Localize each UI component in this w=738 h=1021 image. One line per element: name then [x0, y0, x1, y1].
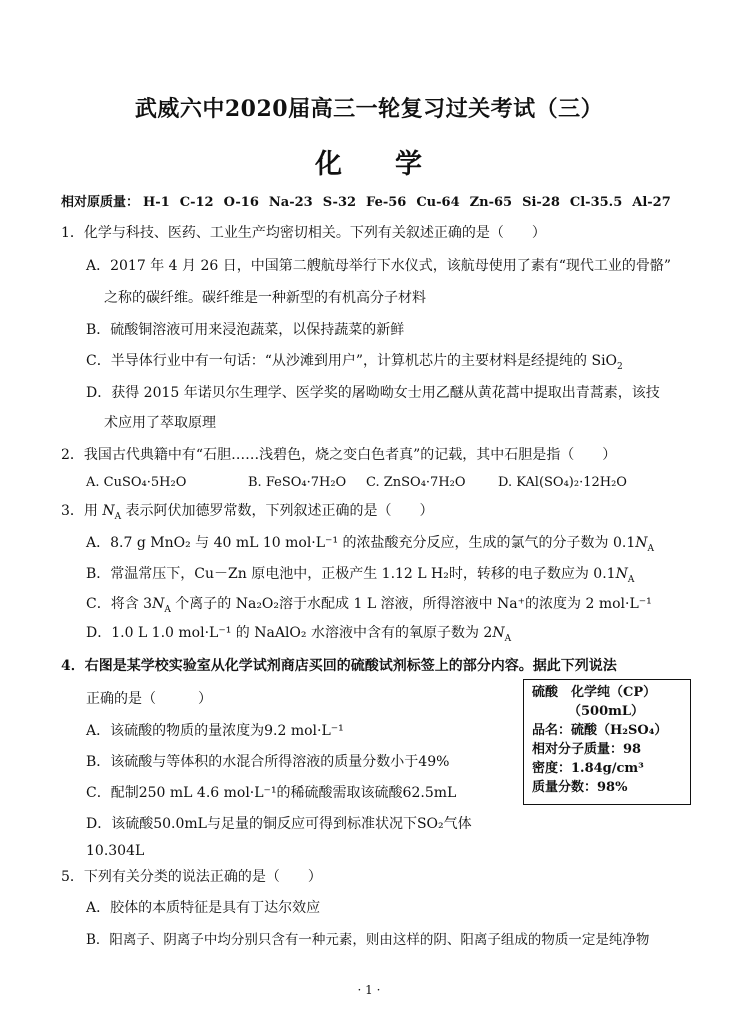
q3-option-a [86, 532, 654, 554]
mass-item: C-12 [179, 195, 214, 210]
relative-atomic-masses [61, 191, 701, 210]
na-symbol: N [615, 566, 628, 582]
q5-stem: 5．下列有关分类的说法正确的是（ ） [61, 869, 322, 885]
q2-option-a: A. CuSO₄·5H₂O [86, 475, 187, 490]
q1-option-c [86, 350, 623, 372]
label-line: 质量分数：98% [532, 780, 628, 795]
exam-title: 武威六中2020届高三一轮复习过关考试（三） [134, 96, 604, 122]
subject-title [0, 142, 738, 181]
q3-stem [61, 500, 434, 522]
na-sub: A [164, 604, 171, 615]
q1-option-a: A．2017 年 4 月 26 日，中国第二艘航母举行下水仪式，该航母使用了素有“现代工业的骨骼” [86, 258, 672, 274]
mass-item: Zn-65 [469, 195, 513, 210]
q3-na-symbol: N [102, 503, 115, 519]
q1-option-c-text: C．半导体行业中有一句话：“从沙滩到用户”，计算机芯片的主要材料是经提纯的 SiO [86, 353, 618, 369]
masses-label: 相对原质量： [61, 195, 140, 210]
mass-item: Si-28 [522, 195, 560, 210]
q5-option-b: B．阳离子、阴离子中均分别只含有一种元素，则由这样的阴、阳离子组成的物质一定是纯净物 [86, 932, 650, 948]
q4-option-d-cont: 10.304L [86, 843, 145, 859]
q3-na-sub: A [114, 511, 122, 522]
q5-option-a: A．胶体的本质特征是具有丁达尔效应 [86, 900, 321, 916]
q4-option-b: B．该硫酸与等体积的水混合所得溶液的质量分数小于49% [86, 754, 450, 770]
q3-stem-pre: 3．用 [61, 503, 103, 519]
q4-option-c: C．配制250 mL 4.6 mol·L⁻¹的稀硫酸需取该硫酸62.5mL [86, 785, 457, 801]
q1-option-d: D．获得 2015 年诺贝尔生理学、医学奖的屠呦呦女士用乙醚从黄花蒿中提取出青蒿素，该技 [86, 385, 660, 401]
q4-option-a: A．该硫酸的物质的量浓度为9.2 mol·L⁻¹ [86, 723, 344, 739]
label-line: 密度：1.84g/cm³ [532, 761, 644, 776]
label-line: 品名：硫酸（H₂SO₄） [532, 723, 668, 738]
q3-option-c-pre: C．将含 3 [86, 596, 153, 612]
sulfuric-acid-label [523, 679, 691, 805]
q4-stem [61, 655, 617, 675]
q3-option-c [86, 593, 652, 615]
mass-item: Cl-35.5 [569, 195, 623, 210]
label-line: （500mL） [568, 704, 645, 719]
mass-item: Cu-64 [416, 195, 460, 210]
q1-option-a-cont: 之称的碳纤维。碳纤维是一种新型的有机高分子材料 [104, 290, 426, 306]
q2-option-b: B. FeSO₄·7H₂O [248, 475, 347, 490]
q3-option-b [86, 563, 634, 585]
q1-option-b: B．硫酸铜溶液可用来浸泡蔬菜，以保持蔬菜的新鲜 [86, 322, 405, 338]
mass-item: Na-23 [268, 195, 313, 210]
mass-item: Fe-56 [366, 195, 407, 210]
q2-option-d: D. KAl(SO₄)₂·12H₂O [498, 475, 627, 490]
mass-item: O-16 [223, 195, 259, 210]
q3-stem-post: 表示阿伏加德罗常数，下列叙述正确的是（ ） [121, 503, 434, 519]
label-line: 硫酸 化学纯（CP） [532, 685, 657, 700]
na-sub: A [504, 633, 512, 644]
q1-option-d-cont: 术应用了萃取原理 [104, 415, 216, 431]
q2-stem: 2．我国古代典籍中有“石胆……浅碧色，烧之变白色者真”的记载，其中石胆是指（ ） [61, 447, 617, 463]
na-symbol: N [635, 535, 648, 551]
mass-item: H-1 [143, 195, 170, 210]
na-symbol: N [152, 596, 165, 612]
q1-stem: 1．化学与科技、医药、工业生产均密切相关。下列有关叙述正确的是（ ） [61, 225, 546, 241]
mass-item: Al-27 [632, 195, 671, 210]
na-sub: A [627, 574, 635, 585]
q2-option-c: C. ZnSO₄·7H₂O [366, 475, 466, 490]
q4-stem-cont: 正确的是（ ） [86, 691, 212, 707]
q4-option-d: D．该硫酸50.0mL与足量的铜反应可得到标准状况下SO₂气体 [86, 816, 472, 832]
q1-option-c-sub: 2 [617, 361, 623, 372]
q4-number-stem: 4．右图是某学校实验室从化学试剂商店买回的硫酸试剂标签上的部分内容。据此下列说法 [61, 658, 617, 674]
subject-char-1: 化 [315, 149, 343, 180]
mass-item: S-32 [322, 195, 357, 210]
q3-option-c-post: 个离子的 Na₂O₂溶于水配成 1 L 溶液，所得溶液中 Na⁺的浓度为 2 mol·L⁻¹ [170, 596, 652, 612]
q3-option-d [86, 622, 511, 644]
subject-char-2: 学 [395, 149, 423, 180]
label-line: 相对分子质量：98 [532, 742, 642, 757]
page-number: · 1 · [357, 983, 381, 997]
q3-option-b-text: B．常温常压下，Cu－Zn 原电池中，正极产生 1.12 L H₂时，转移的电子数应为 0.1 [86, 566, 616, 582]
na-symbol: N [492, 625, 505, 641]
q3-option-d-text: D．1.0 L 1.0 mol·L⁻¹ 的 NaAlO₂ 水溶液中含有的氧原子数为 2 [86, 625, 493, 641]
q3-option-a-text: A．8.7 g MnO₂ 与 40 mL 10 mol·L⁻¹ 的浓盐酸充分反应，生成的氯气的分子数为 0.1 [86, 535, 636, 551]
na-sub: A [647, 543, 654, 554]
